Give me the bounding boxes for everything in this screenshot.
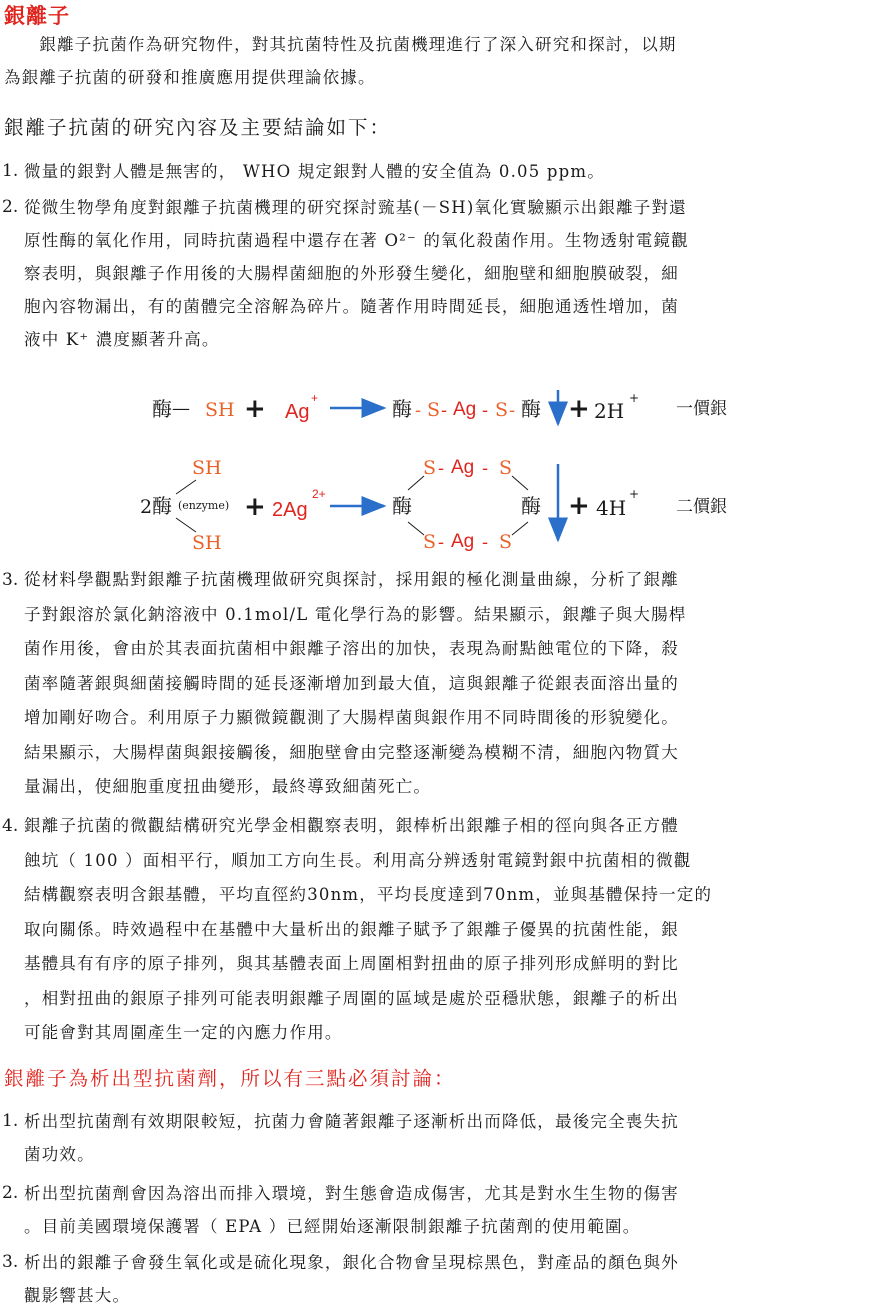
bond-line	[512, 522, 528, 535]
enzyme-label: 酶	[392, 494, 412, 518]
list-line: 蝕坑（ 100 ）面相平行，順加工方向生長。利用高分辨透射電鏡對銀中抗菌相的微觀	[24, 850, 692, 870]
bond-dash: —	[172, 398, 190, 419]
bond-line	[408, 476, 424, 490]
bond-line	[176, 518, 196, 532]
enzyme-label: 酶	[521, 494, 541, 518]
sulfur-atom: S	[499, 531, 513, 553]
list-line: 從材料學觀點對銀離子抗菌機理做研究與探討，採用銀的極化測量曲線，分析了銀離	[24, 570, 679, 589]
list-line: 察表明，與銀離子作用後的大腸桿菌細胞的外形發生變化，細胞壁和細胞膜破裂，細	[24, 264, 679, 283]
intro-line-1: 銀離子抗菌作為研究物件，對其抗菌特性及抗菌機理進行了深入研究和探討，以期	[4, 35, 677, 54]
list-line: 取向關係。時效過程中在基體中大量析出的銀離子賦予了銀離子優異的抗菌性能，銀	[24, 919, 679, 939]
bond-line	[408, 522, 424, 535]
plus-sign: +	[244, 394, 266, 424]
list-line: ，相對扭曲的銀原子排列可能表明銀離子周圍的區域是處於亞穩狀態，銀離子的析出	[24, 988, 679, 1008]
list-number: 1.	[2, 1111, 19, 1131]
section-heading-discussion: 銀離子為析出型抗菌劑，所以有三點必須討論：	[4, 1067, 456, 1090]
silver-atom: Ag	[453, 399, 477, 420]
sulfur-atom: S	[423, 457, 437, 479]
bond-hyphen: -	[482, 458, 489, 479]
silver-ion-charge: 2+	[312, 487, 326, 501]
list-number: 3.	[2, 570, 19, 590]
list-line: 原性酶的氧化作用，同時抗菌過程中還存在著 O²⁻ 的氧化殺菌作用。生物透射電鏡觀	[24, 231, 689, 250]
list-item	[2, 1177, 888, 1243]
enzyme-label: 酶	[392, 397, 412, 421]
intro-line-2: 為銀離子抗菌的研發和推廣應用提供理論依據。	[4, 68, 376, 87]
enzyme-label: 酶	[152, 494, 172, 518]
list-line: 從微生物學角度對銀離子抗菌機理的研究探討巰基(－SH)氧化實驗顯示出銀離子對還	[24, 198, 687, 217]
plus-sign: +	[568, 491, 590, 521]
list-line: 觀影響甚大。	[24, 1286, 131, 1305]
list-line: 微量的銀對人體是無害的， WHO 規定銀對人體的安全值為 0.05 ppm。	[24, 162, 605, 181]
list-number: 2.	[2, 197, 19, 217]
list-item	[2, 155, 888, 188]
hydrogen-ion: 2H	[594, 399, 625, 423]
hydrogen-ion: 4H	[596, 496, 627, 520]
sh-group: SH	[192, 457, 222, 479]
list-line: 析出的銀離子會發生氧化或是硫化現象，銀化合物會呈現棕黑色，對產品的顏色與外	[24, 1253, 679, 1272]
list-number: 3.	[2, 1252, 19, 1272]
divalent-label: 二價銀	[676, 497, 727, 517]
list-item	[2, 1105, 888, 1171]
list-number: 2.	[2, 1183, 19, 1203]
list-line: 菌功效。	[24, 1145, 95, 1164]
enzyme-label: 酶	[152, 397, 172, 421]
list-line: 可能會對其周圍產生一定的內應力作用。	[24, 1023, 343, 1042]
list-line: 基體具有有序的原子排列，與其基體表面上周圍相對扭曲的原子排列形成鮮明的對比	[24, 954, 679, 973]
sulfur-atom: S	[495, 399, 509, 421]
list-number: 1.	[2, 161, 19, 181]
bond-hyphen: -	[438, 532, 445, 553]
sulfur-atom: S	[427, 399, 441, 421]
enzyme-note: (enzyme)	[178, 499, 230, 512]
list-line: 子對銀溶於氯化鈉溶液中 0.1mol/L 電化學行為的影響。結果顯示，銀離子與大腸桿	[24, 604, 687, 624]
bond-hyphen: -	[482, 400, 489, 421]
list-line: 結果顯示，大腸桿菌與銀接觸後，細胞壁會由完整逐漸變為模糊不清，細胞內物質大	[24, 742, 679, 762]
list-number: 4.	[2, 816, 19, 836]
list-line: 結構觀察表明含銀基體，平均直徑約30nm，平均長度達到70nm，並與基體保持一定的	[24, 885, 713, 904]
plus-sign: +	[568, 394, 590, 424]
sh-group: SH	[205, 399, 235, 421]
list-item	[2, 809, 888, 1051]
monovalent-label: 一價銀	[676, 399, 727, 419]
list-item	[2, 191, 888, 356]
bond-line	[512, 476, 528, 490]
list-line: 銀離子抗菌的微觀結構研究光學金相觀察表明，銀棒析出銀離子相的徑向與各正方體	[24, 816, 679, 835]
plus-sign: +	[244, 492, 266, 522]
list-line: 增加剛好吻合。利用原子力顯微鏡觀測了大腸桿菌與銀作用不同時間後的形貌變化。	[24, 708, 679, 727]
enzyme-label: 酶	[521, 397, 541, 421]
list-line: 析出型抗菌劑有效期限較短，抗菌力會隨著銀離子逐漸析出而降低，最後完全喪失抗	[24, 1112, 679, 1131]
silver-atom: Ag	[451, 457, 475, 478]
section-heading-research: 銀離子抗菌的研究內容及主要結論如下：	[4, 116, 392, 139]
hydrogen-ion-charge: +	[629, 487, 640, 501]
page-title: 銀離子	[4, 3, 70, 28]
list-line: 量漏出，使細胞重度扭曲變形，最終導致細菌死亡。	[24, 777, 432, 796]
list-item	[2, 1246, 888, 1312]
list-line: 菌率隨著銀與細菌接觸時間的延長逐漸增加到最大值，這與銀離子從銀表面溶出量的	[24, 673, 679, 693]
reaction-equations	[0, 372, 889, 562]
silver-ion: Ag	[285, 401, 310, 423]
list-line: 析出型抗菌劑會因為溶出而排入環境，對生態會造成傷害，尤其是對水生生物的傷害	[24, 1184, 679, 1203]
sulfur-atom: S	[499, 457, 513, 479]
silver-ion-charge: +	[311, 391, 319, 405]
hydrogen-ion-charge: +	[629, 391, 640, 405]
bond-hyphen: -	[441, 400, 448, 421]
list-item	[2, 563, 888, 805]
coefficient: 2	[140, 496, 153, 518]
bond-hyphen: -	[509, 400, 516, 421]
list-line: 胞內容物漏出，有的菌體完全溶解為碎片。隨著作用時間延長，細胞通透性增加，菌	[24, 297, 679, 316]
list-line: 液中 K⁺ 濃度顯著升高。	[24, 330, 220, 349]
list-line: 菌作用後，會由於其表面抗菌相中銀離子溶出的加快，表現為耐點蝕電位的下降，殺	[24, 639, 679, 658]
sulfur-atom: S	[423, 531, 437, 553]
sh-group: SH	[192, 532, 222, 554]
silver-ion: 2Ag	[272, 499, 308, 521]
bond-hyphen: -	[482, 532, 489, 553]
bond-hyphen: -	[438, 458, 445, 479]
bond-hyphen: -	[415, 400, 422, 421]
list-line: 。目前美國環境保護署（ EPA ）已經開始逐漸限制銀離子抗菌劑的使用範圍。	[24, 1217, 641, 1236]
bond-line	[176, 480, 196, 494]
silver-atom: Ag	[451, 531, 475, 552]
